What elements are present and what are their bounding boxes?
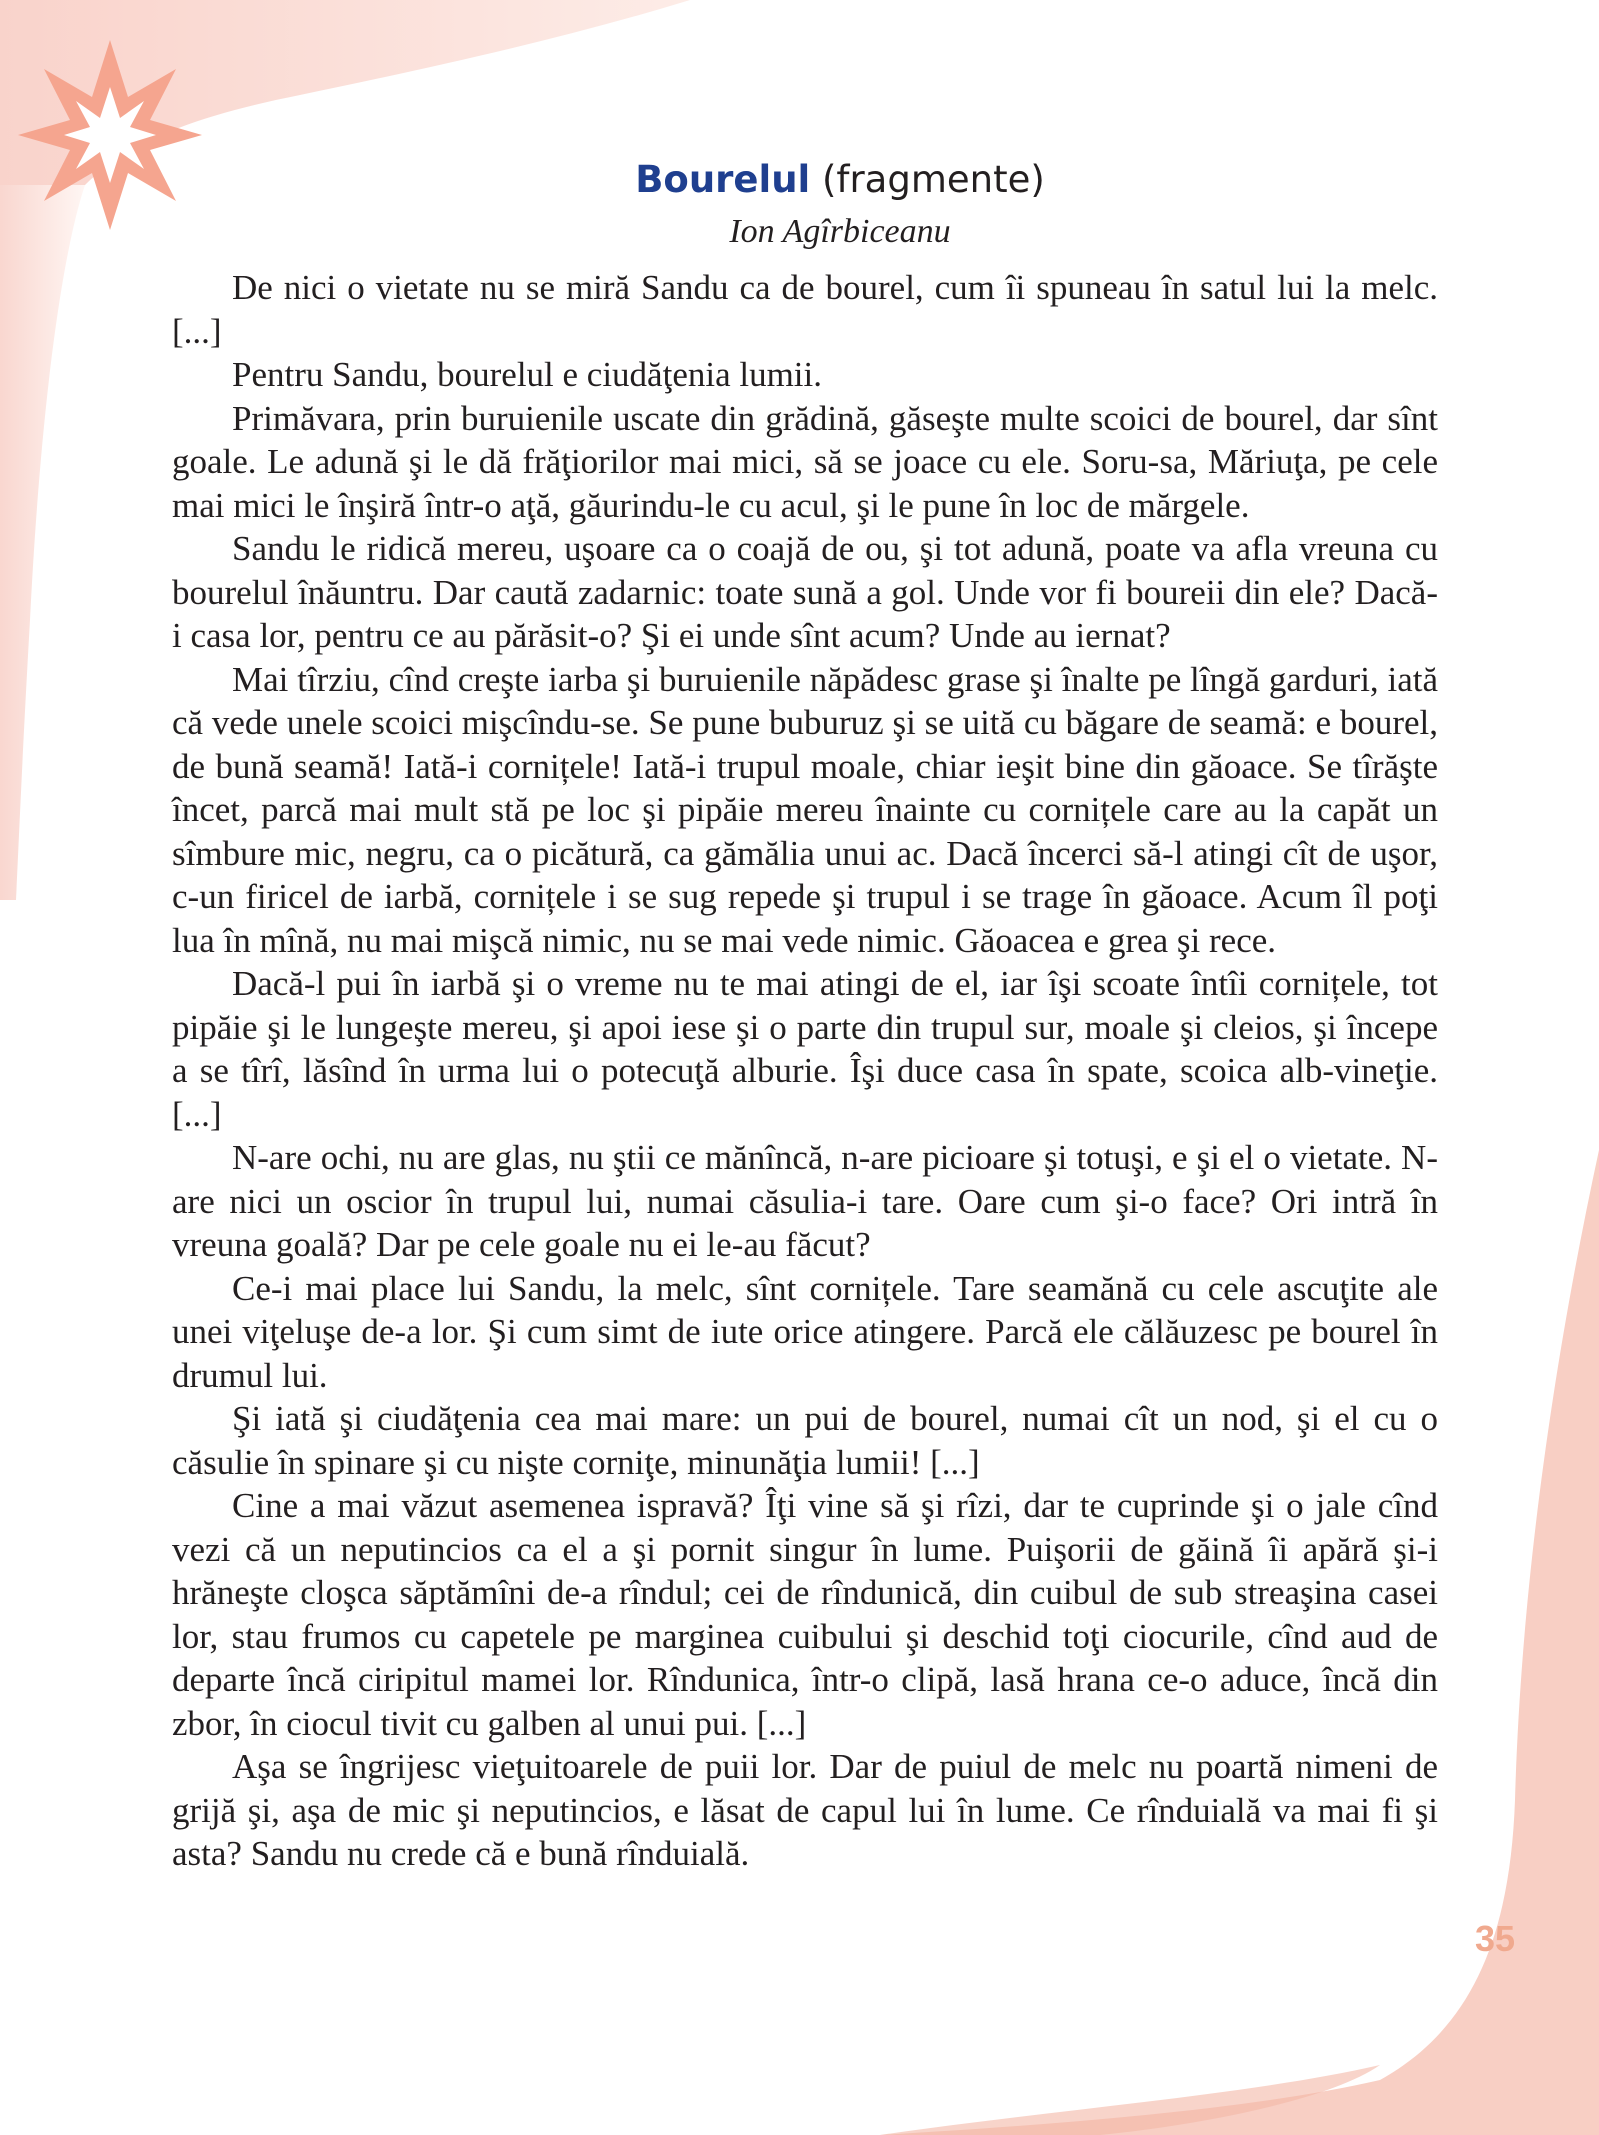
- paragraph: Cine a mai văzut asemenea ispravă? Îţi vine să şi rîzi, dar te cuprinde şi o jale cînd vezi că un neputincios ca el a şi pornit singur în lume. Puişorii de găină îi apără şi-i hrăneşte cloşca săptămîni de-a rîndul; cei de rîndunică, din cuibul de sub streaşina casei lor, stau frumos cu capetele pe marginea cuibului şi deschid toţi ciocurile, cînd aud de departe încă ciripitul mamei lor. Rîndunica, într-o clipă, lasă hrana ce-o aduce, încă din zbor, în ciocul tivit cu galben al unui pui. [...]: [172, 1486, 1438, 1743]
- page-title: [242, 150, 1438, 210]
- paragraph: De nici o vietate nu se miră Sandu ca de bourel, cum îi spuneau în satul lui la melc. [...]: [172, 268, 1438, 351]
- paragraph: Şi iată şi ciudăţenia cea mai mare: un pui de bourel, numai cît un nod, şi el cu o căsulie în spinare şi cu nişte corniţe, minunăţia lumii! [...]: [172, 1399, 1438, 1482]
- paragraph: Ce-i mai place lui Sandu, la melc, sînt cornițele. Tare seamănă cu cele ascuţite ale unei viţeluşe de-a lor. Şi cum simt de iute orice atingere. Parcă ele călăuzesc pe bourel în drumul lui.: [172, 1268, 1438, 1395]
- paragraph: Primăvara, prin buruienile uscate din grădină, găseşte multe scoici de bourel, dar sînt goale. Le adună şi le dă frăţiorilor mai mici, să se joace cu ele. Soru-sa, Măriuţa, pe cele mai mici le înşiră într-o aţă, găurindu-le cu acul, şi le pune în loc de mărgele.: [172, 398, 1438, 525]
- paragraph: Dacă-l pui în iarbă şi o vreme nu te mai atingi de el, iar îşi scoate întîi cornițele, tot pipăie şi le lungeşte mereu, şi apoi iese şi o parte din trupul sur, moale şi cleios, şi începe a se tîrî, lăsînd în urma lui o potecuţă alburie. Îşi duce casa în spate, scoica alb-vineţie. [...]: [172, 964, 1438, 1134]
- paragraph: Pentru Sandu, bourelul e ciudăţenia lumii.: [232, 355, 823, 394]
- paragraph: Sandu le ridică mereu, uşoare ca o coajă de ou, şi tot adună, poate va afla vreuna cu bourelul înăuntru. Dar caută zadarnic: toate sună a gol. Unde vor fi boureii din ele? Dacă-i casa lor, pentru ce au părăsit-o? Şi ei unde sînt acum? Unde au iernat?: [172, 529, 1438, 655]
- paragraph: Aşa se îngrijesc vieţuitoarele de puii lor. Dar de puiul de melc nu poartă nimeni de grijă şi, aşa de mic şi neputincios, e lăsat de capul lui în lume. Ce rînduială va mai fi şi asta? Sandu nu crede că e bună rînduială.: [172, 1747, 1438, 1873]
- author-name: Ion Agîrbiceanu: [729, 213, 951, 250]
- document-page: [172, 150, 1438, 1876]
- paragraph: N-are ochi, nu are glas, nu ştii ce mănîncă, n-are picioare şi totuşi, e şi el o vietate. N-are nici un oscior în trupul lui, numai căsulia-i tare. Oare cum şi-o face? Ori intră în vreuna goală? Dar pe cele goale nu ei le-au făcut?: [172, 1138, 1438, 1264]
- title-subtitle: (fragmente): [821, 158, 1045, 201]
- paragraph: Mai tîrziu, cînd creşte iarba şi buruienile năpădesc grase şi înalte pe lîngă garduri, iată că vede unele scoici mişcîndu-se. Se pune buburuz şi se uită cu băgare de seamă: e bourel, de bună seamă! Iată-i cornițele! Iată-i trupul moale, chiar ieşit bine din găoace. Se tîrăşte încet, parcă mai mult stă pe loc şi pipăie mereu înainte cu cornițele care au la capăt un sîmbure mic, negru, ca o picătură, ca gămălia unui ac. Dacă încerci să-l atingi cît de uşor, c-un firicel de iarbă, cornițele i se sug repede şi trupul i se trage în găoace. Acum îl poţi lua în mînă, nu mai mişcă nimic, nu se mai vede nimic. Găoacea e grea şi rece.: [172, 659, 1438, 960]
- left-band: [0, 185, 85, 900]
- page-number: 35: [1474, 1918, 1516, 1959]
- title-main: Bourelul: [635, 158, 811, 201]
- body-text: [172, 266, 1438, 1876]
